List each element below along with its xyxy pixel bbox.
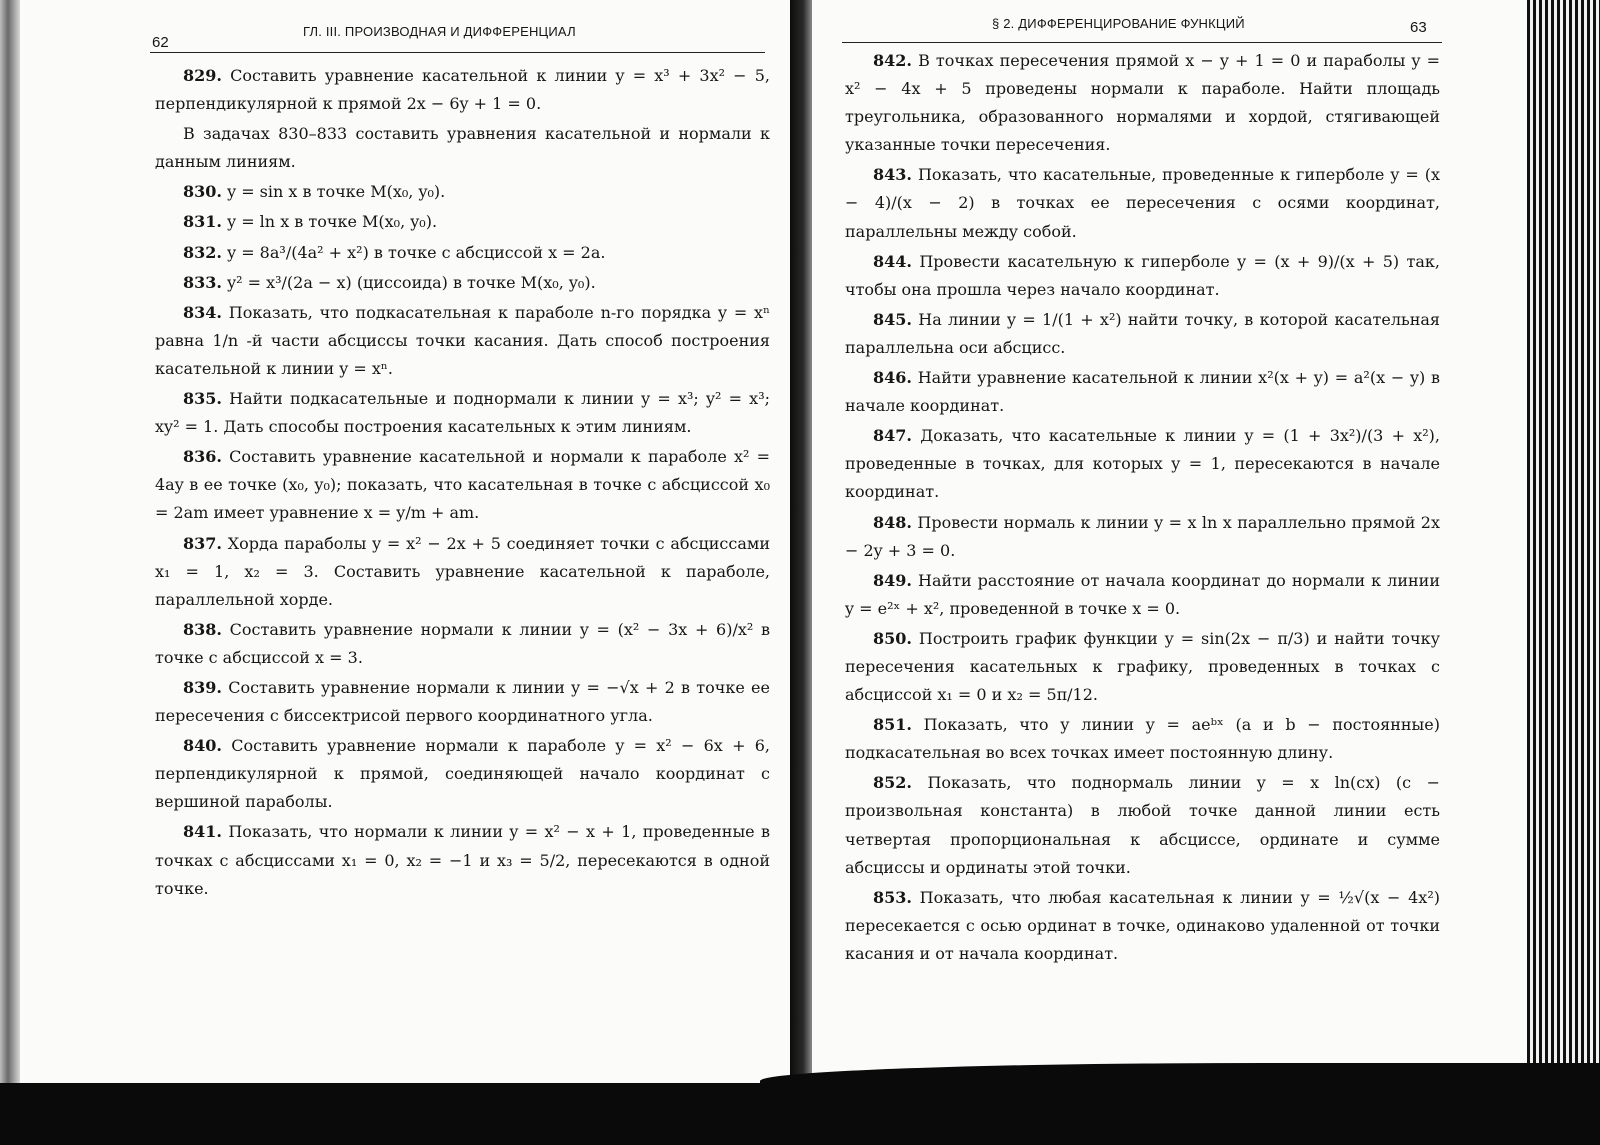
problem-text: Показать, что нормали к линии y = x² − x + 1, проведенные в точках с абсциссами x₁ = 0, x₂ = −1 и x₃ = 5/2, пересекаются в одной точке.: [155, 822, 771, 898]
problem-number: 834.: [183, 302, 222, 322]
problem-item: [155, 299, 770, 383]
problem-item: [155, 674, 770, 730]
problem-number: 841.: [183, 822, 222, 842]
right-page: [812, 0, 1527, 1145]
problem-number: 848.: [873, 512, 912, 532]
scan-bottom-shadow: [0, 1083, 1600, 1145]
problem-item: [845, 769, 1440, 881]
problem-item: [845, 625, 1440, 709]
page-number: 63: [1410, 19, 1427, 36]
problem-number: 829.: [183, 66, 222, 85]
problem-text: Хорда параболы y = x² − 2x + 5 соединяет точки с абсциссами x₁ = 1, x₂ = 3. Составить уравнение касательной к параболе, параллельной хорде.: [155, 533, 770, 609]
problem-number: 837.: [183, 533, 222, 553]
problem-number: 832.: [183, 242, 222, 262]
problem-text: Показать, что поднормаль линии y = x ln(cx) (c − произвольная константа) в любой точке данной линии есть четвертая пропорциональная к абсциссе, ординате и сумме абсциссы и ординаты этой точки.: [845, 773, 1440, 877]
problem-item: [845, 884, 1440, 968]
problem-item: [155, 530, 770, 614]
problem-item: [155, 616, 770, 672]
problem-number: 847.: [873, 426, 912, 446]
problem-number: 849.: [873, 570, 912, 590]
page-number: 62: [152, 34, 169, 51]
problem-text: Провести нормаль к линии y = x ln x параллельно прямой 2x − 2y + 3 = 0.: [845, 512, 1440, 560]
problem-number: 851.: [873, 715, 912, 735]
problem-number: 853.: [873, 887, 912, 907]
book-spine: [790, 0, 812, 1085]
problem-item: [845, 248, 1440, 304]
problem-item: [845, 47, 1440, 159]
right-book-edge: [1527, 0, 1600, 1145]
problem-item: [155, 120, 770, 176]
problem-text: В задачах 830–833 составить уравнения касательной и нормали к данным линиям.: [155, 124, 770, 172]
running-head: § 2. ДИФФЕРЕНЦИРОВАНИЕ ФУНКЦИЙ: [992, 16, 1245, 31]
problem-item: [155, 62, 770, 118]
problem-text: Найти подкасательные и поднормали к линии y = x³; y² = x³; xy² = 1. Дать способы построения касательных к этим линиям.: [155, 389, 770, 437]
header-rule: [842, 42, 1442, 43]
left-problem-list: [155, 62, 770, 905]
problem-number: 842.: [873, 51, 912, 70]
problem-text: Найти расстояние от начала координат до нормали к линии y = e²ˣ + x², проведенной в точке x = 0.: [845, 570, 1440, 618]
problem-number: 843.: [873, 165, 912, 185]
problem-text: y = ln x в точке M(x₀, y₀).: [227, 212, 438, 232]
problem-item: [845, 567, 1440, 623]
problem-item: [155, 818, 770, 902]
left-book-edge: [0, 0, 20, 1145]
problem-item: [155, 443, 770, 527]
problem-item: [155, 178, 770, 206]
problem-number: 833.: [183, 272, 222, 292]
header-rule: [150, 52, 765, 53]
problem-number: 850.: [873, 628, 912, 648]
problem-number: 838.: [183, 619, 222, 639]
problem-text: Показать, что у линии y = aeᵇˣ (a и b − постоянные) подкасательная во всех точках имеет постоянную длину.: [845, 715, 1440, 763]
problem-number: 846.: [873, 368, 912, 388]
problem-number: 845.: [873, 309, 912, 329]
problem-text: y = 8a³/(4a² + x²) в точке с абсциссой x = 2a.: [227, 242, 606, 262]
problem-number: 839.: [183, 677, 222, 697]
problem-text: y² = x³/(2a − x) (циссоида) в точке M(x₀, y₀).: [227, 272, 596, 292]
problem-number: 831.: [183, 212, 222, 232]
problem-item: [845, 364, 1440, 420]
problem-text: Построить график функции y = sin(2x − π/3) и найти точку пересечения касательных к графику, проведенных в точках с абсциссой x₁ = 0 и x₂ = 5π/12.: [845, 628, 1440, 705]
problem-text: y = sin x в точке M(x₀, y₀).: [227, 182, 446, 202]
problem-text: Показать, что подкасательная к параболе n-го порядка y = xⁿ равна 1/n -й части абсциссы точки касания. Дать способ построения касательной к линии y = xⁿ.: [155, 302, 770, 378]
problem-item: [845, 509, 1440, 565]
problem-item: [845, 306, 1440, 362]
problem-text: Составить уравнение касательной к линии y = x³ + 3x² − 5, перпендикулярной к прямой 2x − 6y + 1 = 0.: [155, 66, 770, 114]
problem-number: 852.: [873, 773, 912, 793]
problem-text: Показать, что касательные, проведенные к гиперболе y = (x − 4)/(x − 2) в точках ее пересечения с осями координат, параллельны между собой.: [845, 165, 1440, 241]
problem-item: [155, 385, 770, 441]
problem-number: 844.: [873, 251, 912, 271]
problem-text: Провести касательную к гиперболе y = (x + 9)/(x + 5) так, чтобы она прошла через начало координат.: [845, 251, 1440, 299]
problem-item: [155, 269, 770, 297]
left-page: [20, 0, 790, 1145]
problem-text: Найти уравнение касательной к линии x²(x + y) = a²(x − y) в начале координат.: [845, 368, 1440, 416]
problem-text: В точках пересечения прямой x − y + 1 = 0 и параболы y = x² − 4x + 5 проведены нормали к параболе. Найти площадь треугольника, образованного нормалями и хордой, стягивающей указанные точки пересечения.: [845, 51, 1441, 155]
problem-item: [155, 732, 770, 816]
problem-text: На линии y = 1/(1 + x²) найти точку, в которой касательная параллельна оси абсцисс.: [845, 309, 1441, 357]
problem-item: [155, 239, 770, 267]
problem-number: 840.: [183, 736, 222, 756]
problem-text: Составить уравнение касательной и нормали к параболе x² = 4ay в ее точке (x₀, y₀); показать, что касательная в точке с абсциссой x₀ = 2am имеет уравнение x = y/m + am.: [155, 447, 770, 523]
right-problem-list: [845, 47, 1440, 970]
problem-number: 830.: [183, 182, 222, 202]
problem-number: 836.: [183, 447, 222, 467]
problem-item: [845, 711, 1440, 767]
problem-item: [845, 161, 1440, 245]
problem-number: 835.: [183, 389, 222, 409]
problem-text: Составить уравнение нормали к линии y = −√x + 2 в точке ее пересечения с биссектрисой первого координатного угла.: [155, 677, 770, 726]
problem-item: [155, 208, 770, 236]
problem-text: Доказать, что касательные к линии y = (1 + 3x²)/(3 + x²), проведенные в точках, для которых y = 1, пересекаются в начале координат.: [845, 426, 1441, 502]
problem-text: Показать, что любая касательная к линии y = ½√(x − 4x²) пересекается с осью ординат в точке, одинаково удаленной от точки касания и от начала координат.: [845, 887, 1440, 963]
problem-text: Составить уравнение нормали к параболе y = x² − 6x + 6, перпендикулярной к прямой, соединяющей начало координат с вершиной параболы.: [155, 736, 771, 812]
problem-item: [845, 422, 1440, 506]
problem-text: Составить уравнение нормали к линии y = (x² − 3x + 6)/x² в точке с абсциссой x = 3.: [155, 619, 770, 667]
running-head: ГЛ. III. ПРОИЗВОДНАЯ И ДИФФЕРЕНЦИАЛ: [303, 24, 576, 39]
